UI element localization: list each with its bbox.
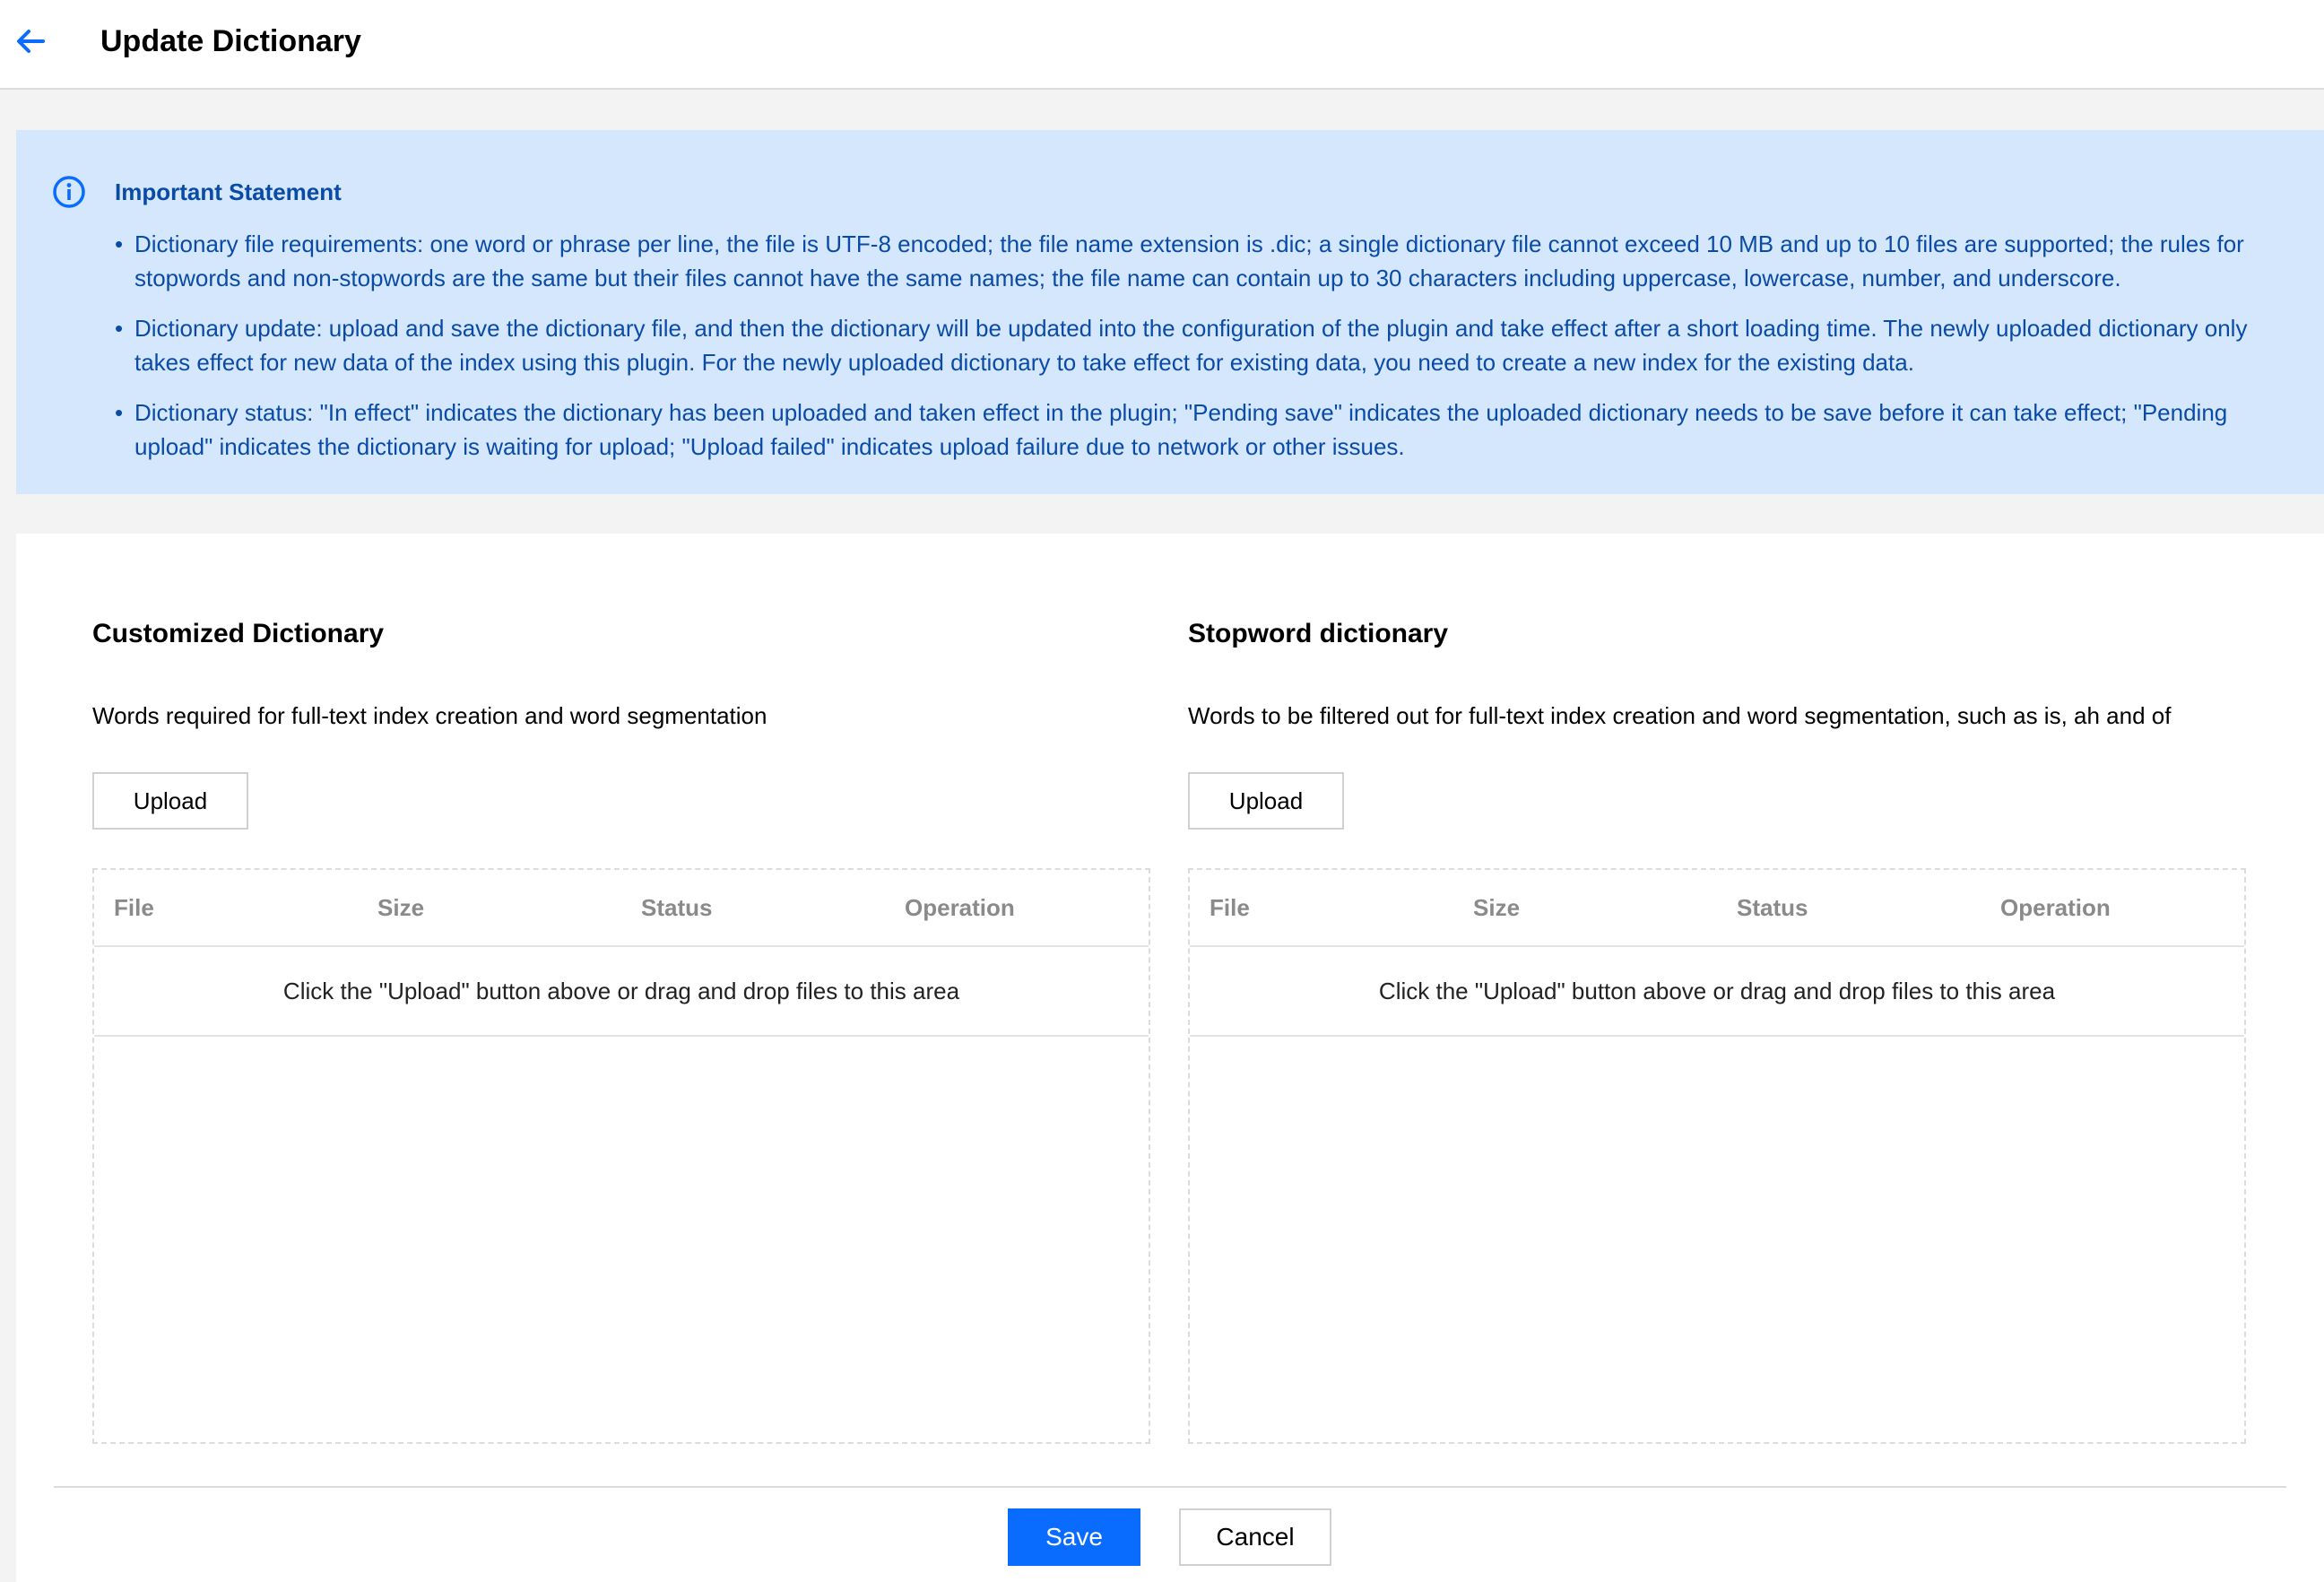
cancel-button[interactable]: Cancel bbox=[1179, 1508, 1331, 1566]
notice-list bbox=[115, 227, 2267, 480]
column-header-status: Status bbox=[641, 894, 713, 921]
column-header-size: Size bbox=[377, 894, 425, 921]
customized-upload-button[interactable]: Upload bbox=[92, 772, 248, 830]
notice-item-text: Dictionary status: "In effect" indicates the dictionary has been uploaded and taken effect in the plugin; "Pending save" indicates the uploaded dictionary needs to be save before it can take effect; "Pending upload" indicates the dictionary is waiting for upload; "Upload failed" indicates upload failure due to network or other issues. bbox=[134, 399, 2228, 460]
empty-table-message: Click the "Upload" button above or drag and drop files to this area bbox=[94, 947, 1149, 1037]
notice-item-text: Dictionary update: upload and save the dictionary file, and then the dictionary will be updated into the configuration of the plugin and take effect after a short loading time. The newly uploaded dictionary only takes effect for new data of the index using this plugin. For the newly uploaded dictionary to take effect for existing data, you need to create a new index for the existing data. bbox=[134, 315, 2248, 376]
back-arrow-icon[interactable] bbox=[13, 23, 48, 59]
customized-dictionary-title: Customized Dictionary bbox=[92, 619, 385, 648]
column-header-operation: Operation bbox=[2000, 894, 2111, 921]
important-statement-notice bbox=[16, 130, 2324, 494]
footer-divider bbox=[54, 1486, 2286, 1488]
column-header-file: File bbox=[1210, 894, 1250, 921]
stopword-file-dropzone[interactable] bbox=[1188, 868, 2246, 1444]
customized-dictionary-description: Words required for full-text index creation and word segmentation bbox=[92, 702, 767, 729]
stopword-dictionary-title: Stopword dictionary bbox=[1188, 619, 1449, 648]
empty-table-message: Click the "Upload" button above or drag and drop files to this area bbox=[1190, 947, 2244, 1037]
notice-title: Important Statement bbox=[115, 178, 342, 205]
save-button[interactable]: Save bbox=[1008, 1508, 1140, 1566]
dictionary-panel bbox=[16, 534, 2324, 1582]
stopword-upload-button[interactable]: Upload bbox=[1188, 772, 1344, 830]
table-header bbox=[1190, 870, 2244, 947]
column-header-status: Status bbox=[1737, 894, 1808, 921]
info-icon bbox=[52, 175, 86, 209]
customized-file-dropzone[interactable] bbox=[92, 868, 1150, 1444]
stopword-dictionary-description: Words to be filtered out for full-text index creation and word segmentation, such as is, ah and of bbox=[1188, 702, 2172, 729]
notice-item: • Dictionary update: upload and save the dictionary file, and then the dictionary will be updated into the configuration of the plugin and take effect after a short loading time. The newly uploaded dictionary only takes effect for new data of the index using this plugin. For the newly uploaded dictionary to take effect for existing data, you need to create a new index for the existing data. bbox=[115, 315, 2248, 376]
column-header-operation: Operation bbox=[905, 894, 1015, 921]
column-header-size: Size bbox=[1473, 894, 1521, 921]
page-title: Update Dictionary bbox=[100, 24, 361, 58]
notice-item: • Dictionary file requirements: one word or phrase per line, the file is UTF-8 encoded; the file name extension is .dic; a single dictionary file cannot exceed 10 MB and up to 10 files are supported; the rules for stopwords and non-stopwords are the same but their files cannot have the same names; the file name can contain up to 30 characters including uppercase, lowercase, number, and underscore. bbox=[115, 230, 2244, 291]
column-header-file: File bbox=[114, 894, 154, 921]
table-header bbox=[94, 870, 1149, 947]
page-header bbox=[0, 0, 2324, 90]
notice-item-text: Dictionary file requirements: one word or phrase per line, the file is UTF-8 encoded; the file name extension is .dic; a single dictionary file cannot exceed 10 MB and up to 10 files are supported; the rules for stopwords and non-stopwords are the same but their files cannot have the same names; the file name can contain up to 30 characters including uppercase, lowercase, number, and underscore. bbox=[134, 230, 2244, 291]
notice-item: • Dictionary status: "In effect" indicates the dictionary has been uploaded and taken effect in the plugin; "Pending save" indicates the uploaded dictionary needs to be save before it can take effect; "Pending upload" indicates the dictionary is waiting for upload; "Upload failed" indicates upload failure due to network or other issues. bbox=[115, 399, 2228, 460]
